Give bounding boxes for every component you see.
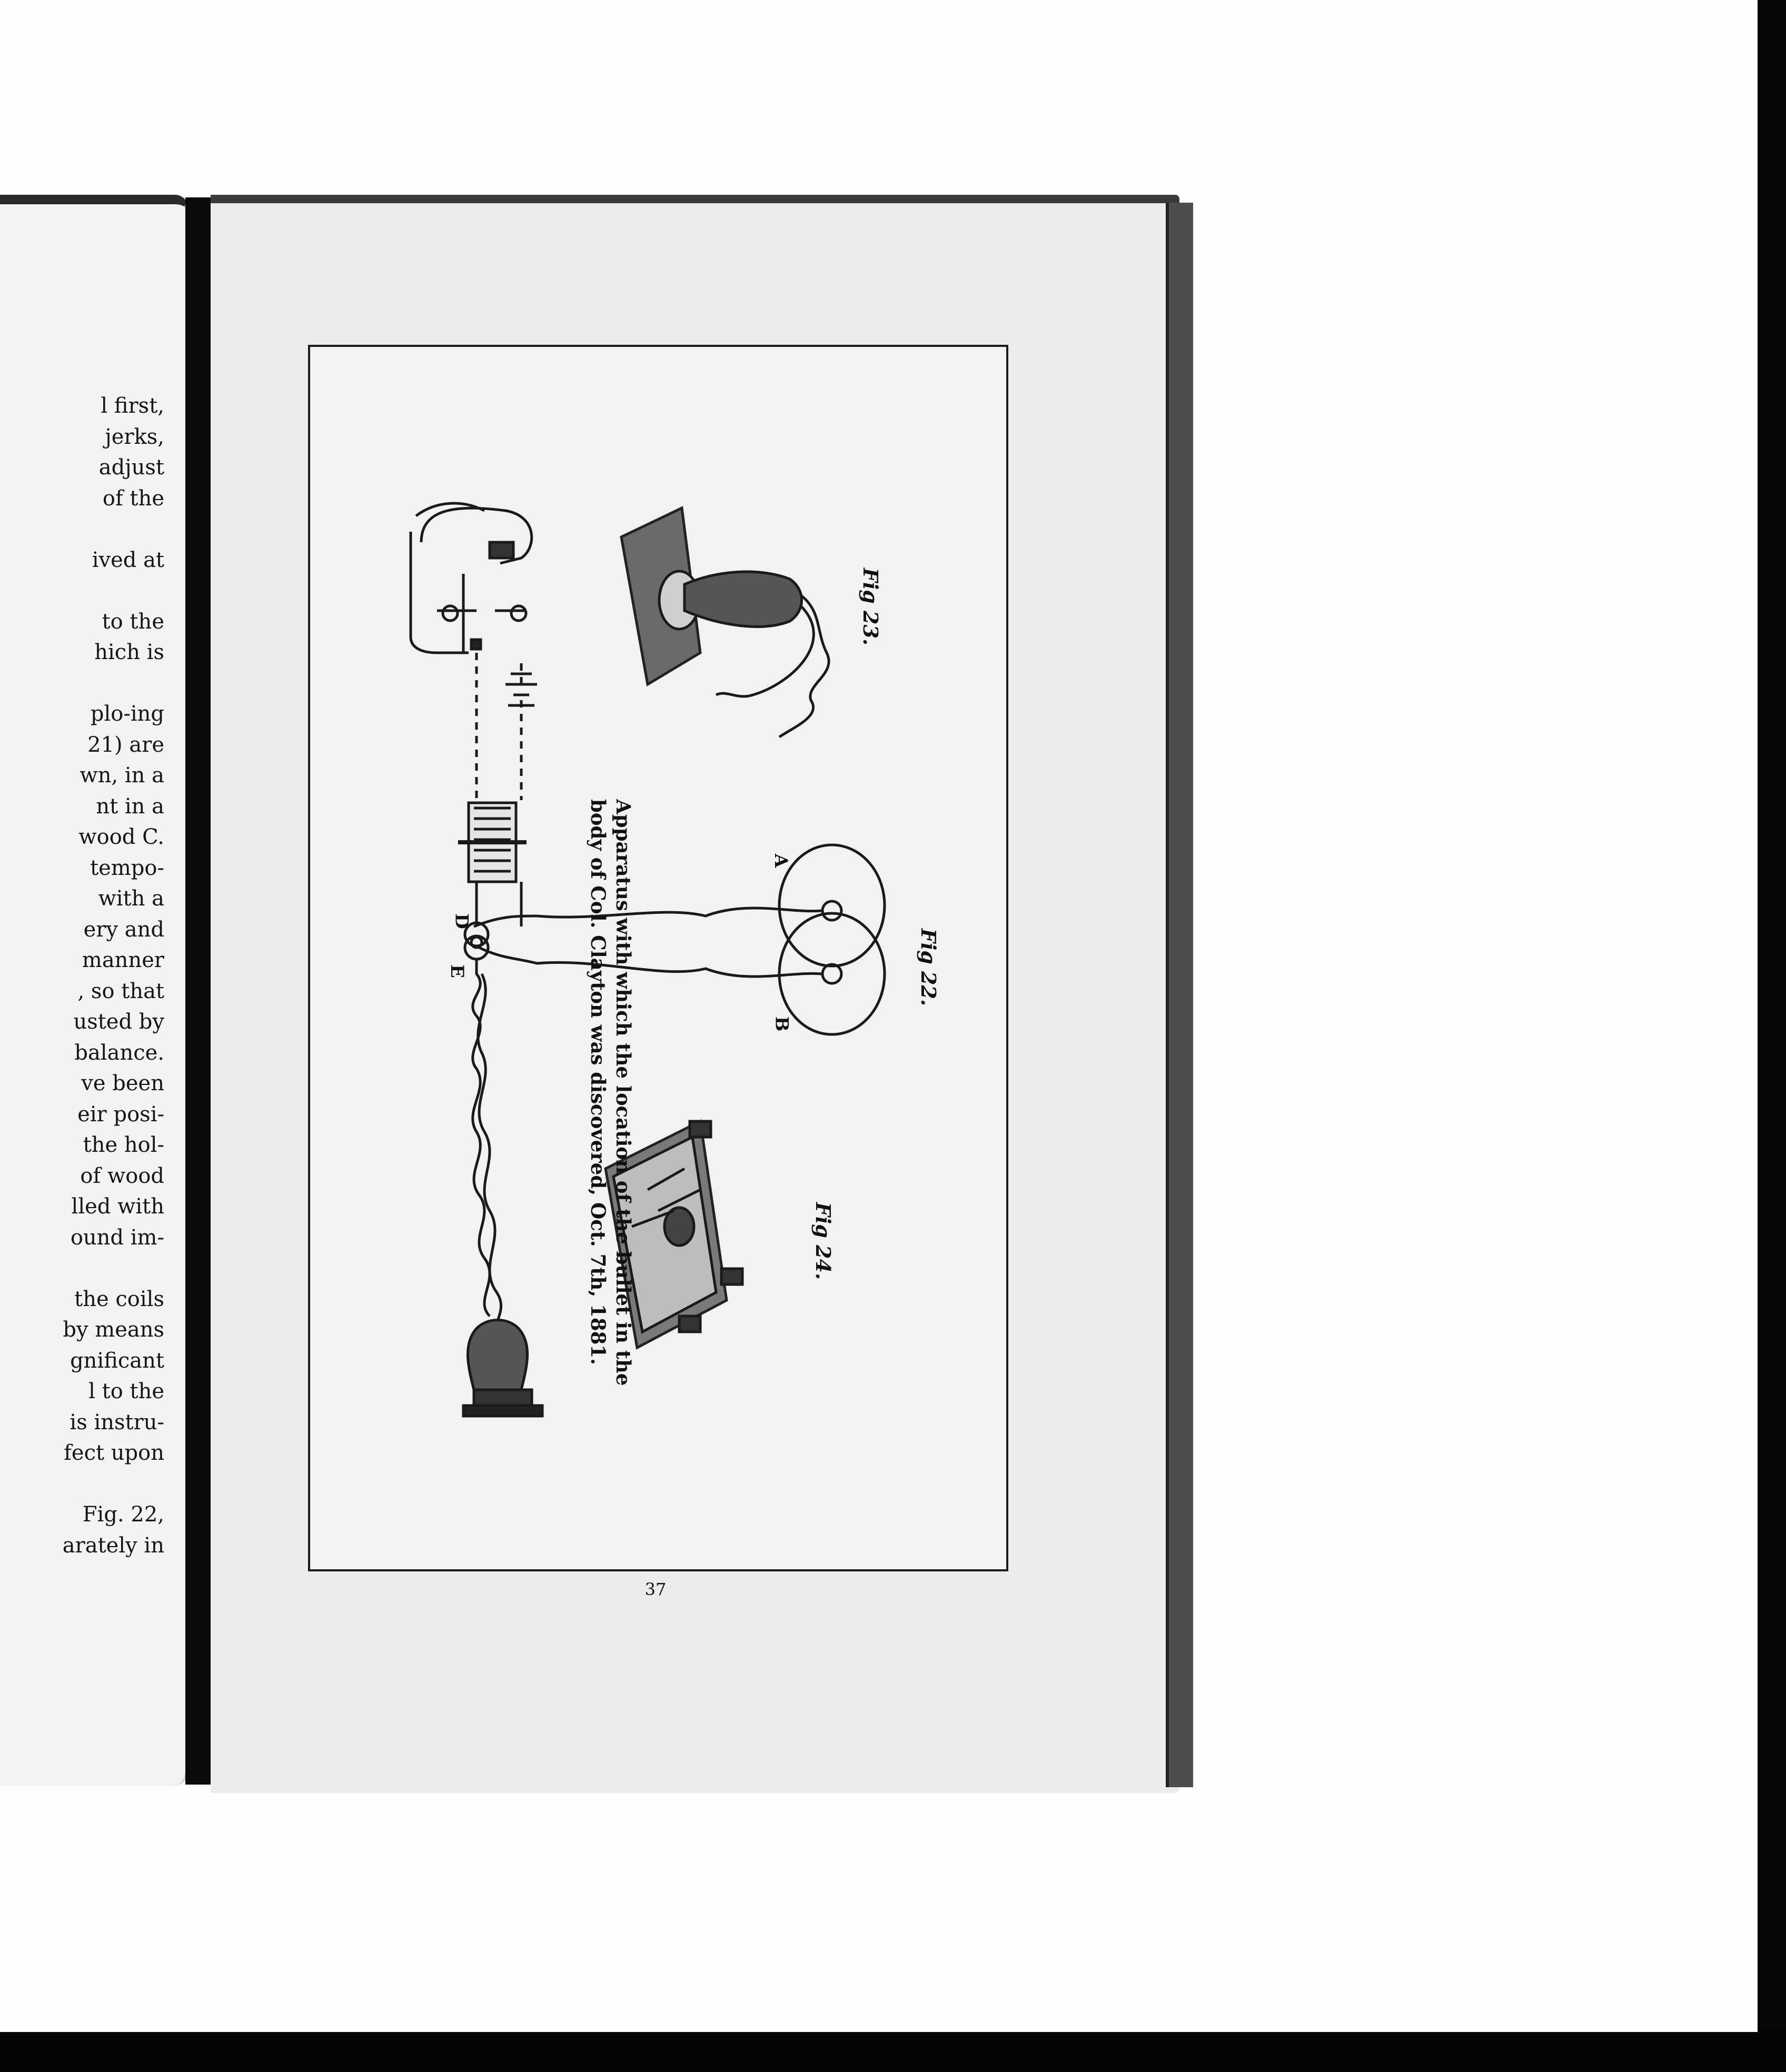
- left-page-text-line: lled with: [71, 1194, 164, 1219]
- left-page-text-line: , so that: [77, 979, 164, 1003]
- left-page-text-line: of the: [102, 486, 164, 511]
- left-page-text-line: gnificant: [70, 1348, 164, 1373]
- caption-line-1: Apparatus with which the location of the bullet in the: [612, 799, 635, 1386]
- label-a: A: [770, 853, 792, 868]
- left-page-text-line: 21) are: [87, 732, 164, 757]
- left-page-text-line: l first,: [101, 394, 164, 418]
- page-number: 37: [644, 1579, 667, 1599]
- fig22-label: Fig 22.: [917, 928, 941, 1007]
- left-page-text-line: l to the: [88, 1379, 164, 1403]
- left-page-text-line: wn, in a: [80, 763, 164, 788]
- left-page-text-line: balance.: [74, 1040, 164, 1065]
- left-page-text-line: eir posi-: [77, 1102, 164, 1127]
- scan-right-border: [1758, 0, 1786, 2043]
- label-d: D: [451, 913, 472, 929]
- left-page-text-line: the coils: [74, 1287, 164, 1311]
- left-page-text-line: fect upon: [64, 1441, 164, 1465]
- left-page-text-line: is instru-: [70, 1410, 164, 1435]
- left-page-text-line: to the: [102, 609, 164, 634]
- left-page-text-line: ound im-: [70, 1225, 164, 1250]
- left-page-text-line: by means: [63, 1318, 164, 1342]
- figure-caption: [586, 799, 636, 1641]
- fig22-coils-drawing: [465, 845, 885, 1034]
- left-page-text-line: wood C.: [78, 825, 164, 849]
- left-page-text-line: the hol-: [83, 1133, 164, 1157]
- left-page-text-line: adjust: [98, 455, 164, 480]
- label-b: B: [771, 1016, 792, 1032]
- left-page-text-line: nt in a: [96, 794, 164, 819]
- left-page-text-line: arately in: [62, 1533, 164, 1558]
- left-page-text-line: with a: [98, 886, 164, 911]
- left-page-text-line: tempo-: [90, 855, 164, 880]
- label-e: E: [446, 964, 468, 978]
- left-page-text-line: plo-ing: [90, 702, 164, 726]
- left-page-text-line: manner: [82, 948, 164, 972]
- left-page-text-line: Fig. 22,: [82, 1502, 164, 1527]
- left-page-text-line: hich is: [94, 640, 164, 664]
- fig24-label: Fig 24.: [811, 1202, 836, 1280]
- fig23-label: Fig 23.: [859, 567, 883, 646]
- scan-bottom-border: [0, 2032, 1786, 2072]
- fig23-handle-drawing: [621, 508, 829, 737]
- left-page-text-line: ived at: [92, 547, 164, 572]
- left-page-text-line: usted by: [73, 1010, 164, 1034]
- left-page-text-line: of wood: [80, 1163, 164, 1188]
- caption-line-2: body of Col. Clayton was discovered, Oct. 7th, 1881.: [587, 799, 610, 1365]
- left-page-text-line: ve been: [81, 1071, 164, 1095]
- left-page-text-line: ery and: [83, 917, 164, 942]
- left-page-text-line: jerks,: [105, 424, 164, 449]
